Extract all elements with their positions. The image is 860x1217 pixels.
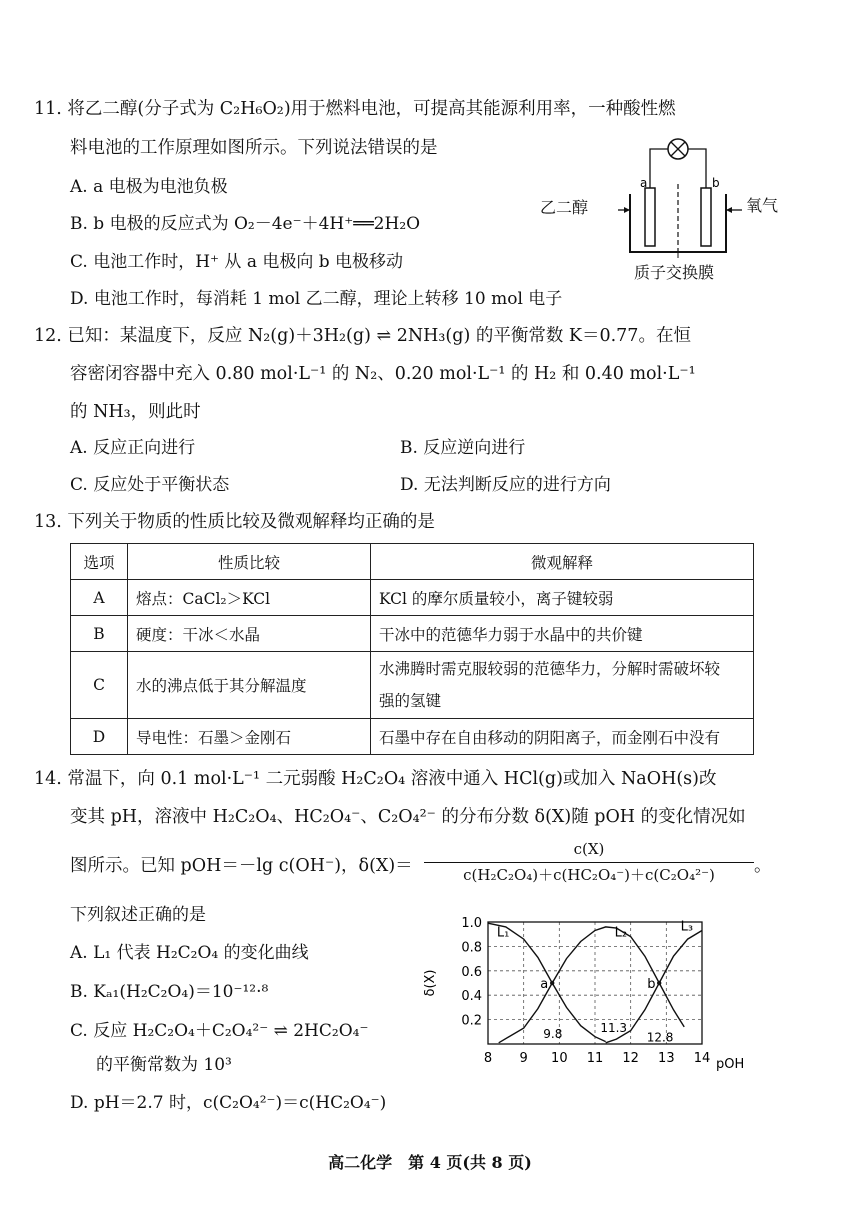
point-label: a <box>540 977 549 992</box>
annotation-label: 9.8 <box>543 1026 563 1041</box>
row-compare: 导电性：石墨＞金刚石 <box>128 719 371 755</box>
q11-option-a: A. a 电极为电池负极 <box>70 177 228 197</box>
annotation-label: 12.8 <box>646 1030 674 1045</box>
q12-stem-line3: 的 NH₃，则此时 <box>70 402 201 422</box>
electrode-b <box>701 188 711 246</box>
q14-option-a: A. L₁ 代表 H₂C₂O₄ 的变化曲线 <box>70 943 309 963</box>
row-option: C <box>71 652 128 719</box>
q11-option-c: C. 电池工作时，H⁺ 从 a 电极向 b 电极移动 <box>70 252 404 272</box>
table-row <box>71 719 754 755</box>
header-option: 选项 <box>71 544 128 580</box>
header-compare: 性质比较 <box>128 544 371 580</box>
q12-option-d: D. 无法判断反应的进行方向 <box>400 475 611 495</box>
point-label: b <box>647 977 656 992</box>
data-point <box>657 981 661 985</box>
row-compare: 硬度：干冰＜水晶 <box>128 616 371 652</box>
formula-numerator: c(X) <box>573 840 605 858</box>
row-explain: 石墨中存在自由移动的阴阳离子，而金刚石中没有 <box>371 719 754 755</box>
q11-option-b: B. b 电极的反应式为 O₂－4e⁻＋4H⁺══2H₂O <box>70 214 421 234</box>
x-tick-label: 13 <box>658 1051 675 1066</box>
annotation-label: 11.3 <box>600 1020 628 1035</box>
electrode-a <box>645 188 655 246</box>
q14-option-c-line1: C. 反应 H₂C₂O₄＋C₂O₄²⁻ ⇌ 2HC₂O₄⁻ <box>70 1021 369 1041</box>
row-compare: 水的沸点低于其分解温度 <box>128 652 371 719</box>
formula-denominator: c(H₂C₂O₄)＋c(HC₂O₄⁻)＋c(C₂O₄²⁻) <box>463 866 715 884</box>
q12-option-c: C. 反应处于平衡状态 <box>70 475 230 495</box>
x-tick-label: 12 <box>622 1051 639 1066</box>
y-tick-label: 0.2 <box>461 1013 482 1029</box>
q12-stem-line1: 12. 已知：某温度下，反应 N₂(g)＋3H₂(g) ⇌ 2NH₃(g) 的平衡常数 K＝0.77。在恒 <box>34 326 691 346</box>
x-tick-label: 14 <box>693 1051 711 1066</box>
q12-stem-line2: 容密闭容器中充入 0.80 mol·L⁻¹ 的 N₂、0.20 mol·L⁻¹ 的 H₂ 和 0.40 mol·L⁻¹ <box>70 364 696 384</box>
q14-option-b: B. Kₐ₁(H₂C₂O₄)＝10⁻¹²·⁸ <box>70 982 269 1002</box>
q13-table <box>70 543 754 755</box>
x-tick-label: 8 <box>483 1051 493 1066</box>
fuel-cell-diagram <box>590 132 770 280</box>
row-explain <box>371 652 754 719</box>
y-tick-label: 0.8 <box>461 940 482 956</box>
distribution-chart <box>410 905 760 1080</box>
x-axis-label: pOH <box>716 1057 745 1072</box>
x-tick-label: 10 <box>551 1051 568 1066</box>
series-label: L₃ <box>680 919 694 935</box>
row-compare: 熔点：CaCl₂＞KCl <box>128 580 371 616</box>
fuel-cell-left-label: 乙二醇 <box>540 198 589 217</box>
row-option: B <box>71 616 128 652</box>
page-footer: 高二化学 第 4 页(共 8 页) <box>328 1153 532 1172</box>
table-row <box>71 580 754 616</box>
header-explain: 微观解释 <box>371 544 754 580</box>
q11-stem-line1: 11. 将乙二醇(分子式为 C₂H₆O₂)用于燃料电池，可提高其能源利用率，一种酸性燃 <box>34 99 676 119</box>
y-tick-label: 1.0 <box>461 916 482 931</box>
q14-stem-line1: 14. 常温下，向 0.1 mol·L⁻¹ 二元弱酸 H₂C₂O₄ 溶液中通入 HCl(g)或加入 NaOH(s)改 <box>34 769 717 789</box>
row-option: A <box>71 580 128 616</box>
y-axis-label: δ(X) <box>423 969 438 997</box>
series-label: L₁ <box>496 925 510 941</box>
electrode-b-label: b <box>712 176 720 190</box>
series-label: L₂ <box>614 925 628 941</box>
series-line <box>496 925 685 1043</box>
x-tick-label: 11 <box>586 1051 604 1066</box>
formula-fraction-bar <box>424 862 754 863</box>
fuel-cell-bottom-label: 质子交换膜 <box>634 263 715 282</box>
x-tick-label: 9 <box>519 1051 528 1066</box>
chart-grid <box>488 919 702 1044</box>
data-point <box>550 981 554 985</box>
table-row <box>71 616 754 652</box>
row-option: D <box>71 719 128 755</box>
row-explain-line1: 水沸腾时需克服较弱的范德华力，分解时需破坏较 <box>379 660 721 678</box>
q14-option-d: D. pH＝2.7 时，c(C₂O₄²⁻)＝c(HC₂O₄⁻) <box>70 1093 387 1113</box>
row-explain: 干冰中的范德华力弱于水晶中的共价键 <box>371 616 754 652</box>
y-tick-label: 0.4 <box>461 989 482 1005</box>
electrode-a-label: a <box>640 176 648 190</box>
q12-option-b: B. 反应逆向进行 <box>400 438 526 458</box>
table-header-row <box>71 544 754 580</box>
q14-option-c-line2: 的平衡常数为 10³ <box>96 1055 232 1075</box>
q14-stem-line3: 图所示。已知 pOH＝－lg c(OH⁻)，δ(X)＝ <box>70 856 413 876</box>
q13-stem: 13. 下列关于物质的性质比较及微观解释均正确的是 <box>34 512 435 532</box>
q14-stem-line4: 下列叙述正确的是 <box>70 905 206 925</box>
fuel-cell-right-label: 氧气 <box>746 196 779 215</box>
formula-period: 。 <box>754 856 772 876</box>
row-explain-line2: 强的氢键 <box>379 692 442 710</box>
q14-stem-line2: 变其 pH，溶液中 H₂C₂O₄、HC₂O₄⁻、C₂O₄²⁻ 的分布分数 δ(X)随 pOH 的变化情况如 <box>70 807 746 827</box>
y-tick-label: 0.6 <box>461 964 482 980</box>
q12-option-a: A. 反应正向进行 <box>70 438 196 458</box>
row-explain: KCl 的摩尔质量较小，离子键较弱 <box>371 580 754 616</box>
q11-stem-line2: 料电池的工作原理如图所示。下列说法错误的是 <box>70 138 438 158</box>
table-row <box>71 652 754 719</box>
q11-option-d: D. 电池工作时，每消耗 1 mol 乙二醇，理论上转移 10 mol 电子 <box>70 289 563 309</box>
